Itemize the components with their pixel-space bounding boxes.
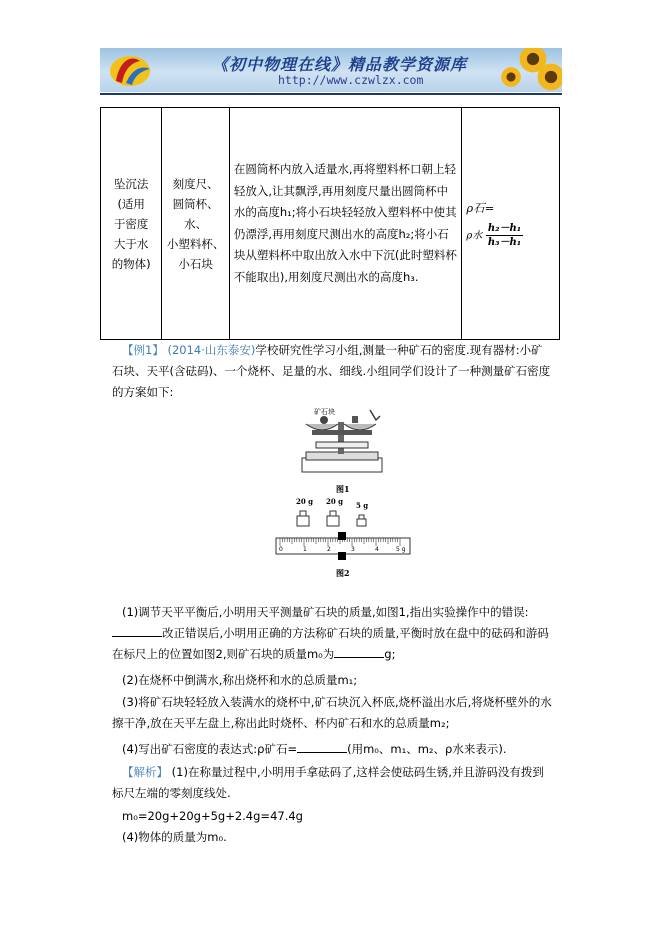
step-3: (3)将矿石块轻轻放入装满水的烧杯中,矿石块沉入杯底,烧杯溢出水后,将烧杯壁外的水擦干净,放在天平左盘上,称出此时烧杯、杯内矿石和水的总质量m₂; xyxy=(112,695,552,730)
rider-marker xyxy=(338,532,346,540)
sunflower-icon xyxy=(536,62,562,92)
svg-text:3: 3 xyxy=(351,546,355,553)
svg-text:5 g: 5 g xyxy=(356,501,369,510)
svg-text:5 g: 5 g xyxy=(396,546,406,553)
figure2-caption: 图2 xyxy=(336,568,350,578)
figure1-caption: 图1 xyxy=(336,484,350,494)
formula-fraction: $\frac{\text{h₂－h₁}}{\text{h₃－h₁}}$ xyxy=(487,223,522,248)
svg-text:20 g: 20 g xyxy=(326,497,344,506)
balance-figure xyxy=(292,406,394,484)
step-2: (2)在烧杯中倒满水,称出烧杯和水的总质量m₁; xyxy=(122,673,358,687)
banner-title: 《初中物理在线》精品教学资源库 xyxy=(212,55,468,74)
header-banner xyxy=(100,48,562,92)
svg-text:20 g: 20 g xyxy=(296,497,314,506)
formula-cell xyxy=(462,108,560,340)
svg-text:4: 4 xyxy=(375,546,379,553)
banner-url[interactable]: http://www.czwlzx.com xyxy=(278,73,424,87)
analysis-calc: m₀=20g+20g+5g+2.4g=47.4g xyxy=(122,809,303,823)
method-cell: 坠沉法 (适用 于密度 大于水 的物体) xyxy=(101,108,162,340)
svg-text:0: 0 xyxy=(279,546,283,553)
method-table xyxy=(100,107,560,340)
step-4: (4)写出矿石密度的表达式:ρ矿石= (用m₀、m₁、m₂、ρ水来表示). xyxy=(122,742,507,756)
answer-blank[interactable] xyxy=(334,645,384,658)
analysis-step4: (4)物体的质量为m₀. xyxy=(122,830,227,844)
answer-blank[interactable] xyxy=(297,740,347,753)
equipment-cell: 刻度尺、 圆筒杯、 水、 小塑料杯、 小石块 xyxy=(162,108,229,340)
svg-text:1: 1 xyxy=(303,546,307,553)
example-intro: 【例1】 (2014·山东泰安)学校研究性学习小组,测量一种矿石的密度.现有器材:小矿石块、天平(含砝码)、一个烧杯、足量的水、细线.小组同学们设计了一种测量矿石密度的方案如下: xyxy=(112,343,551,399)
formula-lhs: ρ石= xyxy=(466,201,495,215)
answer-blank[interactable] xyxy=(112,624,162,637)
weights-ruler-figure xyxy=(274,494,414,564)
svg-text:2: 2 xyxy=(327,546,331,553)
header-rule xyxy=(100,93,562,95)
analysis: 【解析】 (1)在称量过程中,小明用手拿砝码了,这样会使砝码生锈,并且游码没有拨到标尺左端的零刻度线处. xyxy=(112,765,544,800)
ore-label: 矿石块 xyxy=(314,408,335,416)
analysis-tag: 【解析】 xyxy=(122,765,168,779)
formula-rho: ρ水 xyxy=(466,230,483,242)
example-source: (2014·山东泰安) xyxy=(167,343,256,357)
logo-icon xyxy=(106,51,158,89)
example-tag: 【例1】 xyxy=(122,343,164,357)
procedure-cell: 在圆筒杯内放入适量水,再将塑料杯口朝上轻轻放入,让其飘浮,再用刻度尺量出圆筒杯中水的高度h₁;将小石块轻轻放入塑料杯中使其仍漂浮,再用刻度尺测出水的高度h₂;将小石块从塑料杯中取出放入水中下沉(此时塑料杯不能取出),用刻度尺测出水的高度h₃. xyxy=(229,108,462,340)
step-1: (1)调节天平平衡后,小明用天平测量矿石块的质量,如图1,指出实验操作中的错误:改正错误后,小明用正确的方法称矿石块的质量,平衡时放在盘中的砝码和游码在标尺上的位置如图2,则矿石块的质量m₀为 g; xyxy=(112,605,549,661)
sunflower-icon xyxy=(500,66,522,88)
